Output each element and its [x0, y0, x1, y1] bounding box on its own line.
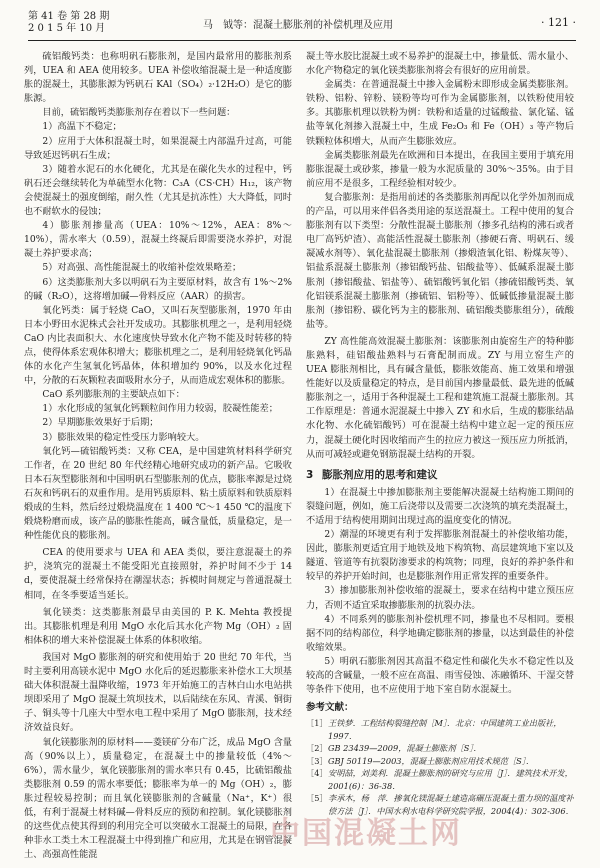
right-column — [306, 50, 574, 817]
list-item: 3）掺加膨胀剂补偿收缩的混凝土，要求在结构中建立预压应力，否则不适宜采取掺膨胀剂的抗裂办法。 — [306, 585, 574, 611]
volume-line: 第 41 卷 第 28 期 — [28, 11, 110, 22]
reference-number: ［3］ — [306, 755, 328, 766]
list-item: 2）早期膨胀效果好于后期； — [42, 417, 159, 429]
list-item: 6）这类膨胀剂大多以明矾石为主要原材料，故含有 1%～2%的碱（R₂O），这将增加碱—骨料反应（AAR）的损害。 — [24, 276, 292, 302]
list-item: 2）潮湿的环境更有利于发挥膨胀剂混凝土的补偿收缩功能，因此，膨胀剂更适宜用于地铁及地下构筑物、高层建筑地下室以及隧道、管道等有抗裂防渗要求的构筑物；同理，良好的养护条件和较早的养护开始时间，也是膨胀剂作用正常发挥的重要条件。 — [306, 529, 574, 583]
references-title: 参考文献： — [306, 702, 354, 714]
reference-item — [306, 792, 574, 817]
reference-text: GB 23439—2009，混凝土膨胀剂［S］． — [328, 743, 482, 754]
paragraph: 氧化镁膨胀剂的原材料——菱镁矿分布广泛，成品 MgO 含量高（90%以上），质量稳定，在混凝土中的掺量较低（4%～6%），需水量少，氧化镁膨胀剂的需水率只有 0.45，比硫铝酸盐类膨胀剂 0.59 的需水率要低；膨胀率为单一的 Mg（OH）₂，膨胀过程较易控制；而且氧化镁膨胀剂的含碱量（Na⁺，K⁺）很低，有利于混凝土材料碱—骨料反应的预防和控制。氧化镁膨胀剂的这些优点使其得到的利用完全可以突破水工混凝土的局限，在各种非水工类土木工程混凝土中得到推广和应用，尤其是在钢管混凝土、高强高性能混 — [24, 736, 292, 861]
reference-item — [306, 717, 574, 742]
list-item: 5）明矾石膨胀剂因其高温不稳定性和碳化失水不稳定性以及较高的含碱量，一般不应在高温、雨雪侵蚀、冻融循环、干湿交替等条件下使用，也不应使用于地下室自防水混凝土。 — [306, 655, 574, 696]
paragraph: 我国对 MgO 膨胀剂的研究和使用始于 20 世纪 70 年代，当时主要利用高镁水泥中 MgO 水化后的延迟膨胀来补偿水工大坝基础大体积混凝土温降收缩，1973 年开始施工的吉林白山水电站拱坝即采用了 MgO 混凝土筑坝技术，以后陆续在东风、青溪、铜街子、铜头等十几座大中型水电工程中采用了 MgO 膨胀剂，技术经济效益良好。 — [24, 651, 292, 734]
reference-text: 安明喆，刘美利．混凝土膨胀剂的研究与应用［J］．建筑技术开发，2001(6)：36-38． — [328, 768, 573, 791]
watermark-text: 中国混凝土网 — [270, 816, 462, 851]
paragraph: 氧化镁类：这类膨胀剂最早由美国的 P. K. Mehta 教授提出。其膨胀机理是利用 MgO 水化后其水化产物 Mg（OH）₂ 固相体积的增大来补偿混凝土体系的体积收缩。 — [24, 606, 292, 646]
paragraph: 氧化钙类：属于轻烧 CaO，又叫石灰型膨胀剂，1970 年由日本小野田水泥株式会社开发成功。其膨胀机理之一，是利用轻烧 CaO 内比表面积大、水化速度快导致水化产物不能及时转移的特点，使得体系宏观体积增大；膨胀机理之二，是利用轻烧氧化钙晶体的水化产生氢氧化钙晶体，体积增加约 90%，以及水化过程中，分散的石灰颗粒表面吸附水分子，从而造成宏观体积的膨胀。 — [24, 304, 292, 387]
list-item: 5）对高强、高性能混凝土的收缩补偿效果略差； — [42, 262, 242, 274]
list-item: 2）应用于大体积混凝土时，如果混凝土内部温升过高，可能导致延迟钙矾石生成； — [24, 135, 292, 161]
list-item: 3）膨胀效果的稳定性受压力影响较大。 — [42, 431, 205, 443]
reference-text: GBJ 50119—2003，混凝土膨胀剂应用技术规范［S］． — [328, 755, 535, 766]
list-item: 1）水化形成的氢氧化钙颗粒间作用力较弱，胶凝性能差； — [42, 403, 278, 415]
page-header — [28, 8, 576, 41]
section-number: 3 — [306, 468, 314, 481]
reference-number: ［4］ — [306, 768, 328, 779]
reference-number: ［2］ — [306, 743, 328, 754]
paragraph: 目前，硫铝酸钙类膨胀剂存在着以下一些问题： — [42, 107, 236, 119]
section-heading — [306, 468, 574, 482]
volume-info — [28, 11, 109, 35]
date-line: 2 0 1 5 年 10 月 — [28, 23, 106, 34]
left-column — [24, 50, 292, 862]
list-item: 4）不同系列的膨胀剂补偿机理不同，掺量也不尽相同。要根据不同的结构部位，科学地确定膨胀剂的掺量，以达到最佳的补偿收缩效果。 — [306, 613, 574, 653]
paragraph: CEA 的使用要求与 UEA 和 AEA 类似，要注意混凝土的养护，浇筑完的混凝土不能受阳光直接照射，养护时间不少于 14 d，要使混凝土经常保持在潮湿状态；拆模时间规定与普通混凝土相同，在冬季要适当延长。 — [24, 547, 292, 601]
reference-item — [306, 742, 574, 755]
paragraph: 凝土等水胶比混凝土或不易养护的混凝土中，掺量低、需水量小、水化产物稳定的氧化镁类膨胀剂将会有很好的应用前景。 — [306, 51, 574, 77]
reference-item — [306, 755, 574, 768]
reference-item — [306, 767, 574, 792]
paragraph: 硫铝酸钙类：也称明矾石膨胀剂，是国内最常用的膨胀剂系列，UEA 和 AEA 使用较多。UEA 补偿收缩混凝土是一种适度膨胀的混凝土，其膨胀源为钙矾石 KAl（SO₄）₂·12H₂O）是它的膨胀源。 — [24, 51, 292, 105]
paragraph: 复合膨胀剂：是指用前述的各类膨胀剂再配以化学外加剂而成的产品，可以用来伴侣各类用途的泵送混凝土。工程中使用的复合膨胀剂有以下类型：分散性混凝土膨胀剂（掺多孔结构的沸石或者电厂高钙炉渣）、高能活性混凝土膨胀剂（掺硬石膏、明矾石、缓凝减水剂等）、氧化盐混凝土膨胀剂（掺煅渣氧化铝、粉煤灰等）、铝盐系混凝土膨胀剂（掺铝酸钙盐、铝酸盐等）、低碱系混凝土膨胀剂（掺铝酸盐、铝盐等）、硫铝酸钙氧化铝（掺硫铝酸钙类、氧化铝镁系混凝土膨胀剂（掺硫铝、铝粉等）、低碱低掺量混凝土膨胀剂（掺铝粉、碳化钙为主的膨胀剂、硫铝酸类膨胀组分），硫酸盐等。 — [306, 191, 574, 330]
reference-text: 李承木，杨 萍．掺氧化镁混凝土建造高碾压混凝土重力坝的温度补偿方法［J］．中国水利水电科学研究院学报，2004(4)：302-306． — [328, 793, 574, 816]
paragraph: ZY 高性能高效混凝土膨胀剂：该膨胀剂由旋窑生产的特种膨胀熟料，硅铝酸盐熟料与石膏配制而成。ZY 与用立窑生产的 UEA 膨胀剂相比，具有碱含量低，膨胀效能高、施工效果和增强性能好以及质量稳定的特点，是目前国内掺量最低、最先进的低碱膨胀剂之一，适用于各种混凝土工程和建筑施工混凝土膨胀剂。其工作原理是：普通水泥混凝土中掺入 ZY 和水后，生成的膨胀结晶水化物、水化硫铝酸钙）可在混凝土结构中建立起一定的预压应力，混凝土硬化时因收缩而产生的拉应力被这一预压应力所抵消，从而可减轻或避免钢筋混凝土结构的开裂。 — [306, 335, 574, 460]
reference-text: 王铁梦．工程结构裂缝控制［M］．北京：中国建筑工业出版社，1997． — [328, 718, 562, 741]
reference-number: ［5］ — [306, 793, 328, 804]
paragraph: 金属类：在普通混凝土中掺入金属粉末即形成金属类膨胀剂。铁粉、铝粉、锌粉、镁粉等均可作为金属膨胀剂，以铁粉使用较多。其膨胀机理以铁粉为例：铁粉和适量的过锰酸盐、氯化锰、锰盐等氧化剂掺入混凝土中，生成 Fe₂O₃ 和 Fe（OH）₃ 等产物后铁颗粒体积增大，从而产生膨胀效应。 — [306, 79, 574, 147]
running-title: 马 钺等：混凝土膨胀剂的补偿机理及应用 — [203, 20, 393, 31]
section-title: 膨胀剂应用的思考和建议 — [322, 468, 438, 481]
reference-number: ［1］ — [306, 718, 328, 729]
list-item: 1）在混凝土中掺加膨胀剂主要能解决混凝土结构施工期间的裂缝问题，例如，施工后浇带以及需要二次浇筑的填充类混凝土，不适用于结构使用期间出现过高的温度变化的情况。 — [306, 486, 574, 526]
paragraph: CaO 系列膨胀剂的主要缺点如下： — [42, 389, 185, 401]
list-item: 3）随着水泥石的水化硬化，尤其是在碳化失水的过程中，钙矾石还会继续转化为单硫型水化物：C₃A（CS·CH）H₁₂，该产物会使混凝土的强度倒缩，耐久性（尤其是抗冻性）大大降低，同时也不耐软水的侵蚀； — [24, 163, 292, 218]
list-item: 1）高温下不稳定； — [42, 121, 122, 133]
list-item: 4）膨胀剂掺量高（UEA：10%～12%，AEA：8%～10%），需水率大（0.59），混凝土终凝后即需要浇水养护，对混凝土养护要求高； — [24, 220, 292, 260]
page-number: · 121 · — [541, 16, 576, 29]
paragraph: 氧化钙—硫铝酸钙类：又称 CEA，是中国建筑材料科学研究工作者，在 20 世纪 80 年代经精心地研究成功的新产品。它吸收日本石灰型膨胀剂和中国明矾石型膨胀剂的优点，膨胀率源是过烧石灰和钙矾石的双重作用。是用钙质原料、粘土质原料和铁质原料煅成的生料，然后经过煅烧温度在 1 400 ℃～1 450 ℃的温度下煅烧粉磨而成，该产品的膨胀性能高，碱含量低，质量稳定，是一种性能优良的膨胀剂。 — [24, 445, 292, 542]
paragraph: 金属类膨胀剂最先在欧洲和日本提出，在我国主要用于填充用膨胀混凝土或砂浆，掺量一般为水泥质量的 30%～35%。由于目前应用不是很多，工程经验相对较少。 — [306, 149, 574, 189]
